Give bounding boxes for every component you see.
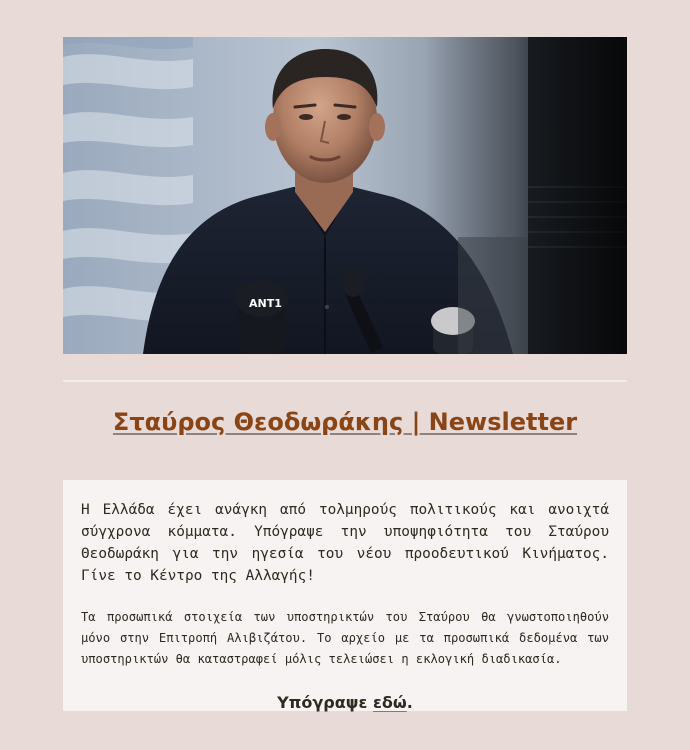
sign-here-link[interactable]: εδώ xyxy=(372,693,407,712)
sign-here-line xyxy=(81,692,609,714)
mic-logo: ANT1 xyxy=(249,297,282,310)
divider xyxy=(63,380,627,382)
privacy-paragraph: Τα προσωπικά στοιχεία των υποστηρικτών του Σταύρου θα γνωστοποιηθούν μόνο στην Επιτροπή Αλιβιζάτου. Το αρχείο με τα προσωπικά δεδομένα των υποστηρικτών θα καταστραφεί μόλις τελειώσει η εκλογική διαδικασία. xyxy=(81,610,609,666)
hero-photo xyxy=(63,37,627,354)
newsletter-card xyxy=(63,480,627,711)
newsletter-title[interactable]: Σταύρος Θεοδωράκης | Newsletter xyxy=(112,408,578,436)
intro-paragraph: Η Ελλάδα έχει ανάγκη από τολμηρούς πολιτικούς και ανοιχτά σύγχρονα κόμματα. Υπόγραψε την υποψηφιότητα του Σταύρου Θεοδωράκη για την ηγεσία του νέου προοδευτικού Κινήματος. Γίνε το Κέντρο της Αλλαγής! xyxy=(81,502,609,584)
sign-suffix: . xyxy=(406,693,413,712)
sign-prefix: Υπόγραψε xyxy=(277,693,373,712)
hero-image xyxy=(63,37,627,354)
